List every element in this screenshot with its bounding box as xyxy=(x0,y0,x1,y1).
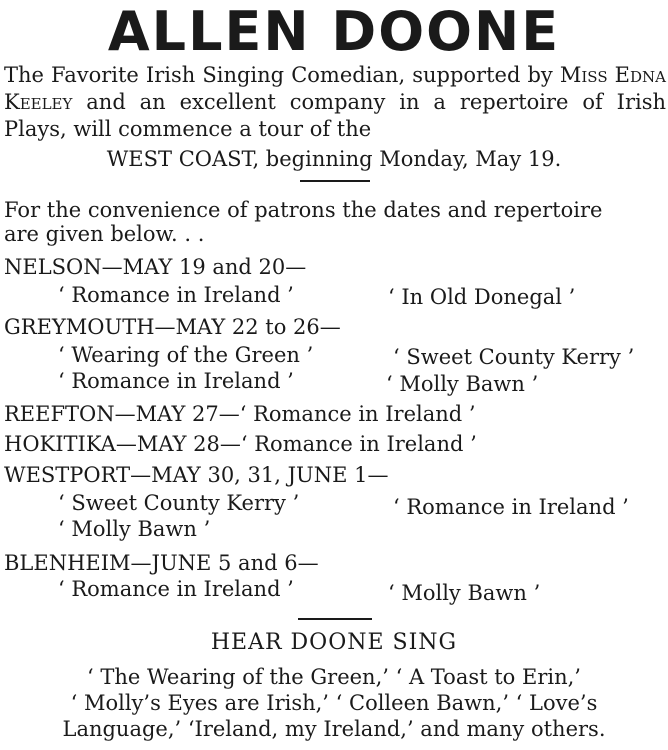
divider-rule xyxy=(298,618,372,620)
songs-line-2: ‘ Molly’s Eyes are Irish,’ ‘ Colleen Bawn,’ ‘ Love’s xyxy=(70,691,598,715)
westport-play-1: ‘ Sweet County Kerry ’ xyxy=(58,491,300,515)
blenheim-dates: BLENHEIM—JUNE 5 and 6— xyxy=(4,551,319,575)
nelson-dates: NELSON—MAY 19 and 20— xyxy=(4,255,307,279)
intro-paragraph xyxy=(4,62,666,143)
supporting-actress-name: Miss Edna Keeley xyxy=(4,63,666,114)
blenheim-play-2: ‘ Molly Bawn ’ xyxy=(388,581,541,605)
westport-dates: WESTPORT—MAY 30, 31, JUNE 1— xyxy=(4,463,389,487)
westport-play-2: ‘ Romance in Ireland ’ xyxy=(393,495,629,519)
greymouth-play-2: ‘ Sweet County Kerry ’ xyxy=(393,345,635,369)
songs-heading: HEAR DOONE SING xyxy=(210,630,458,655)
dates-intro-line-1: For the convenience of patrons the dates and repertoire xyxy=(4,198,603,222)
intro-text-2: and an excellent company in a repertoire of Irish Plays, will commence a tour of the xyxy=(4,90,666,141)
westport-play-3: ‘ Molly Bawn ’ xyxy=(58,517,211,541)
greymouth-play-3: ‘ Romance in Ireland ’ xyxy=(58,369,294,393)
blenheim-play-1: ‘ Romance in Ireland ’ xyxy=(58,577,294,601)
tour-start-line: WEST COAST, beginning Monday, May 19. xyxy=(106,147,562,171)
greymouth-play-4: ‘ Molly Bawn ’ xyxy=(386,372,539,396)
headline: ALLEN DOONE xyxy=(107,0,561,63)
divider-rule xyxy=(300,180,370,182)
dates-intro-line-2: are given below. . . xyxy=(4,222,205,246)
songs-line-3: Language,’ ‘Ireland, my Ireland,’ and many others. xyxy=(62,717,606,741)
greymouth-dates: GREYMOUTH—MAY 22 to 26— xyxy=(4,315,341,339)
greymouth-play-1: ‘ Wearing of the Green ’ xyxy=(58,343,314,367)
nelson-play-1: ‘ Romance in Ireland ’ xyxy=(58,283,294,307)
songs-line-1: ‘ The Wearing of the Green,’ ‘ A Toast to Erin,’ xyxy=(87,665,581,689)
hokitika-line: HOKITIKA—MAY 28—‘ Romance in Ireland ’ xyxy=(4,432,477,456)
reefton-line: REEFTON—MAY 27—‘ Romance in Ireland ’ xyxy=(4,402,476,426)
intro-text-1: The Favorite Irish Singing Comedian, supported by xyxy=(4,63,560,87)
nelson-play-2: ‘ In Old Donegal ’ xyxy=(388,285,576,309)
